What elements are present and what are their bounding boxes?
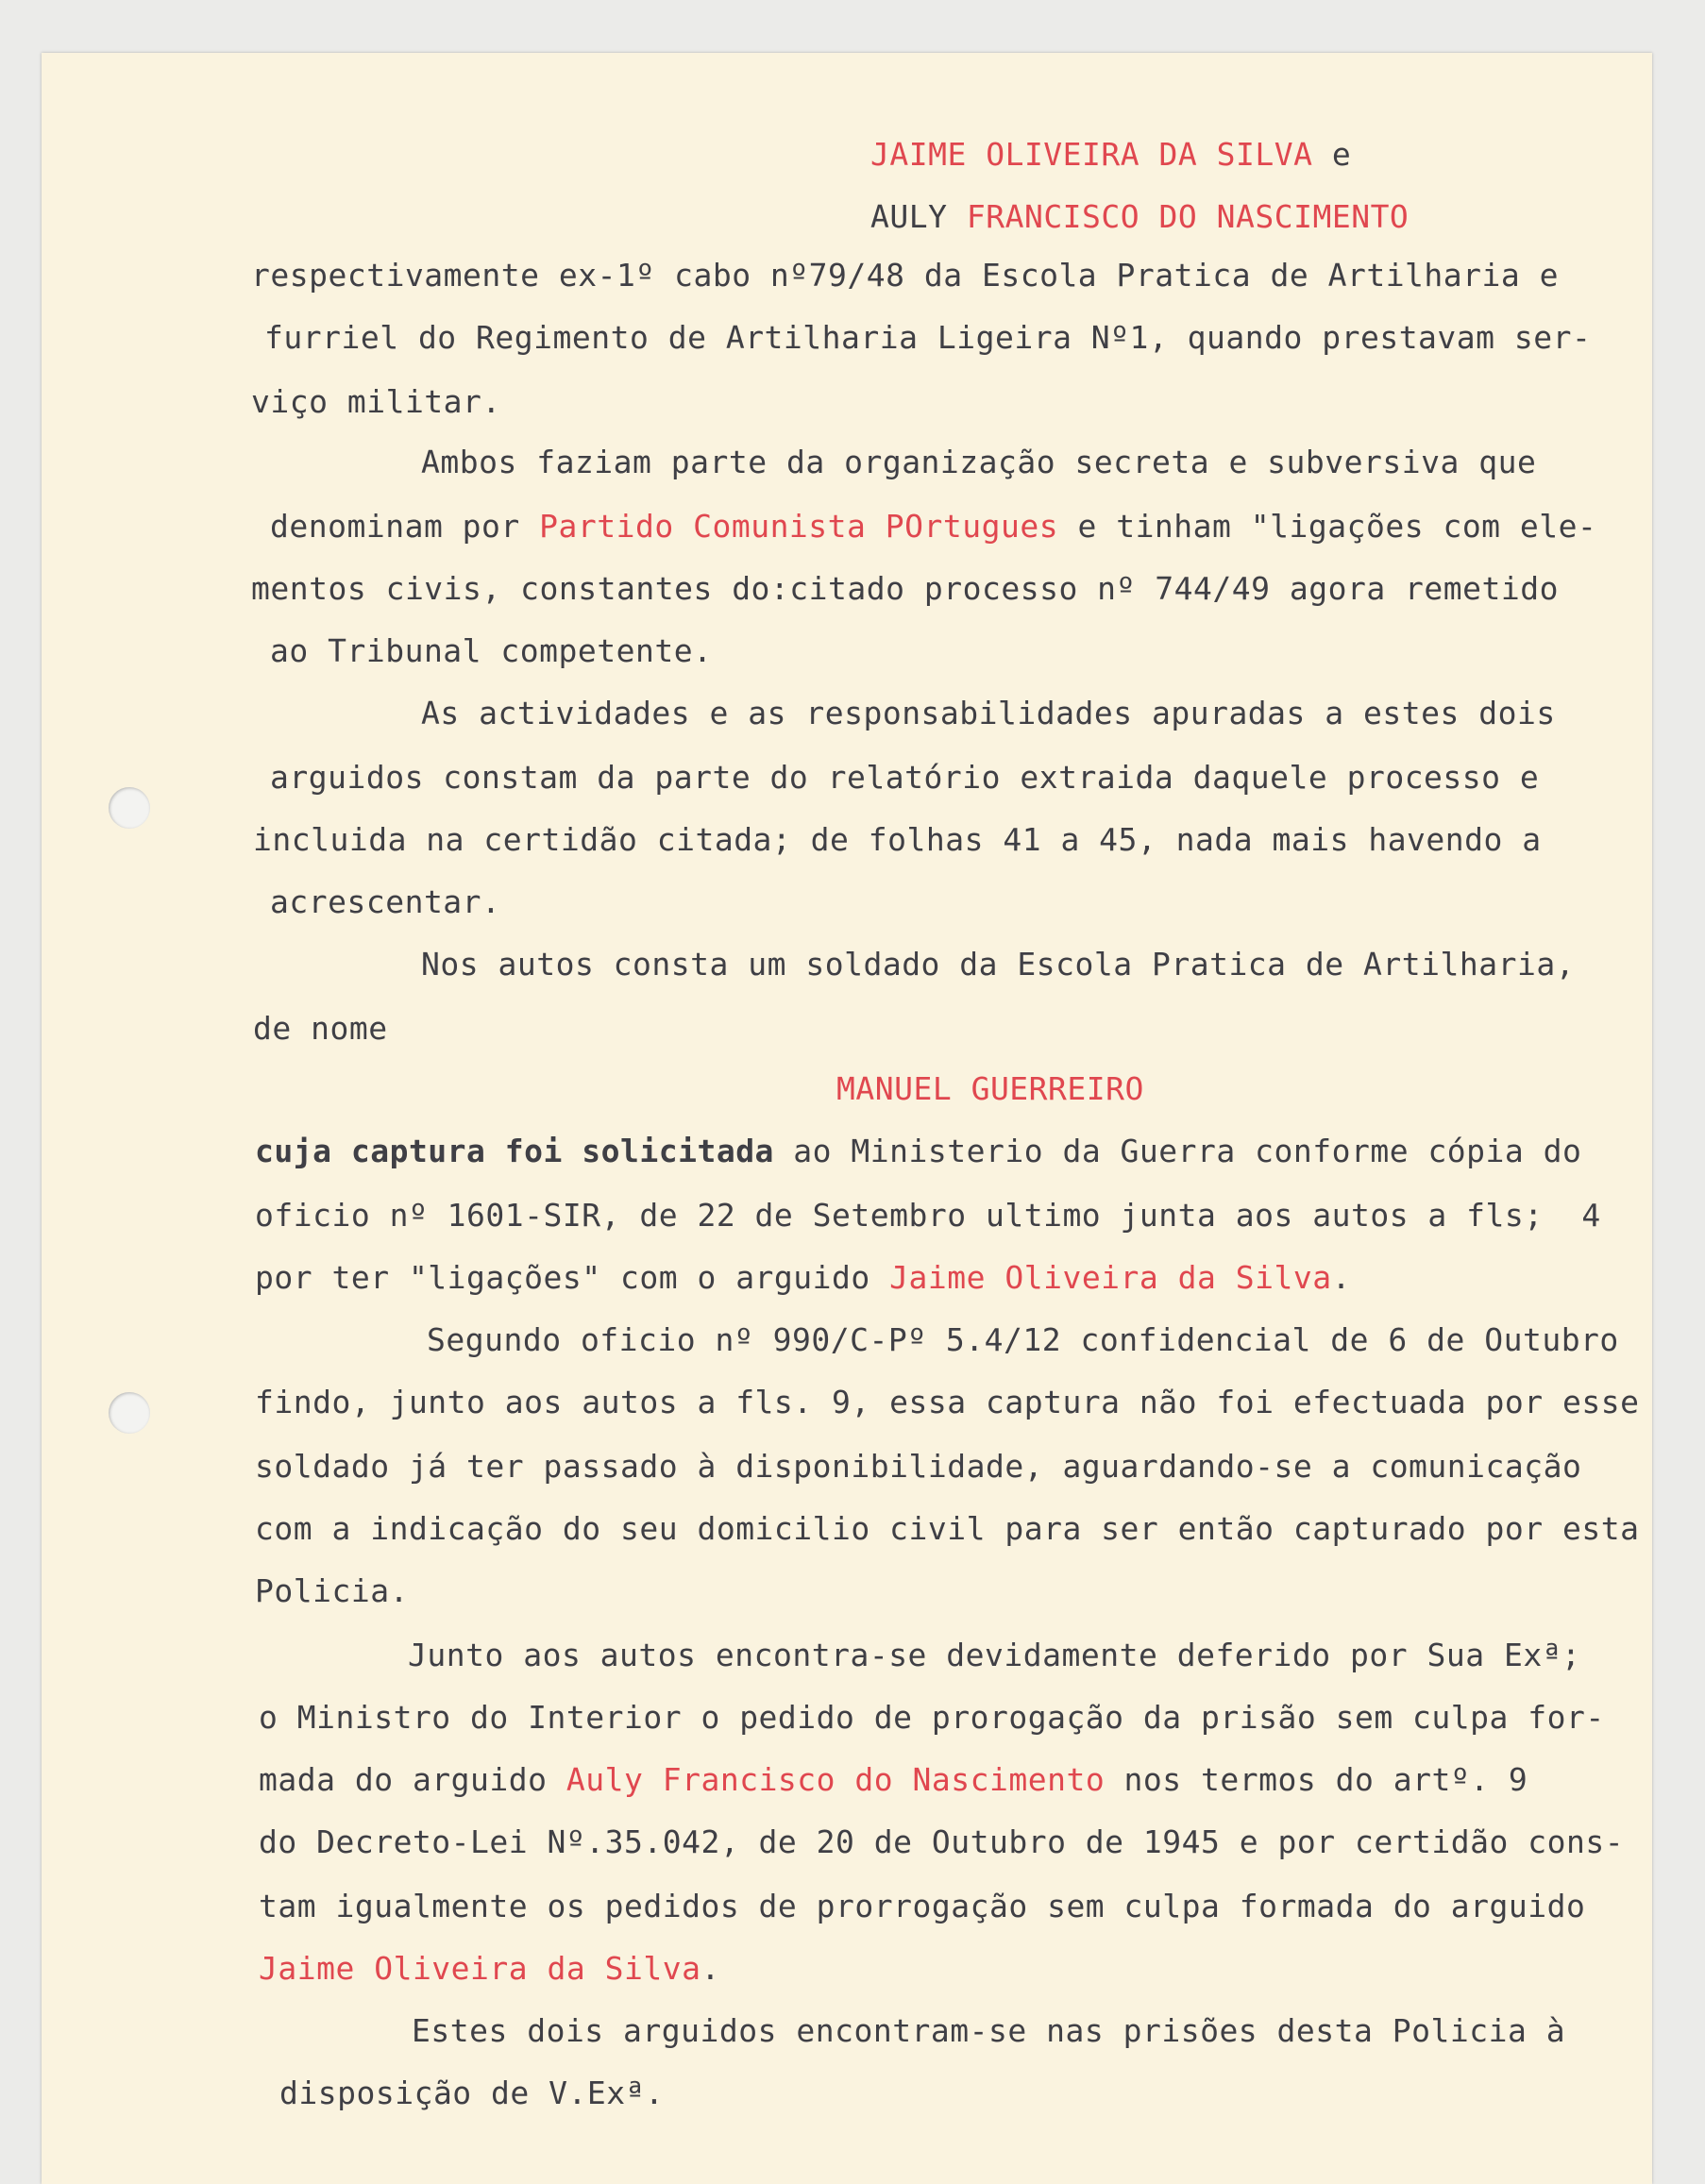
para6-line: tam igualmente os pedidos de prorrogação sem culpa formada do arguido — [259, 1888, 1586, 1924]
para6-line: do Decreto-Lei Nº.35.042, de 20 de Outubro de 1945 e por certidão cons- — [259, 1823, 1625, 1860]
para4-line: Nos autos consta um soldado da Escola Pratica de Artilharia, — [421, 946, 1576, 983]
header-name-2: AULY FRANCISCO DO NASCIMENTO — [870, 198, 1410, 235]
para4-line: de nome — [253, 1010, 388, 1047]
para3-line: arguidos constam da parte do relatório extraida daquele processo e — [270, 759, 1540, 796]
para2-line: denominam por Partido Comunista POrtugues e tinham "ligações com ele- — [270, 508, 1597, 545]
para1-line: furriel do Regimento de Artilharia Ligeira Nº1, quando prestavam ser- — [264, 319, 1592, 356]
para4-line: por ter "ligações" com o arguido Jaime Oliveira da Silva. — [255, 1259, 1351, 1296]
para6-line: Junto aos autos encontra-se devidamente deferido por Sua Exª; — [408, 1637, 1581, 1673]
para6-line: o Ministro do Interior o pedido de prorogação da prisão sem culpa for- — [259, 1699, 1605, 1736]
para2-line: ao Tribunal competente. — [270, 632, 713, 669]
para5-line: Policia. — [255, 1572, 409, 1609]
para2-line: mentos civis, constantes do:citado processo nº 744/49 agora remetido — [251, 570, 1560, 607]
punch-hole — [109, 1392, 150, 1434]
para7-line: Estes dois arguidos encontram-se nas prisões desta Policia à — [412, 2012, 1566, 2049]
para4-line: cuja captura foi solicitada ao Ministerio da Guerra conforme cópia do — [255, 1133, 1582, 1169]
para6-line: mada do arguido Auly Francisco do Nascimento nos termos do artº. 9 — [259, 1761, 1528, 1798]
para1-line: respectivamente ex-1º cabo nº79/48 da Escola Pratica de Artilharia e — [251, 257, 1560, 294]
para5-line: findo, junto aos autos a fls. 9, essa captura não foi efectuada por esse — [255, 1384, 1640, 1420]
para5-line: Segundo oficio nº 990/C-Pº 5.4/12 confidencial de 6 de Outubro — [427, 1321, 1619, 1358]
para3-line: incluida na certidão citada; de folhas 41 a 45, nada mais havendo a — [253, 821, 1542, 858]
para5-line: com a indicação do seu domicilio civil para ser então capturado por esta — [255, 1510, 1640, 1547]
para3-line: As actividades e as responsabilidades apuradas a estes dois — [421, 695, 1556, 731]
paper-sheet — [42, 53, 1652, 2184]
para7-line: disposição de V.Exª. — [279, 2075, 665, 2111]
para2-line: Ambos faziam parte da organização secreta e subversiva que — [421, 444, 1537, 480]
para3-line: acrescentar. — [270, 883, 501, 920]
para6-line: Jaime Oliveira da Silva. — [259, 1950, 720, 1987]
para5-line: soldado já ter passado à disponibilidade, aguardando-se a comunicação — [255, 1448, 1582, 1485]
header-name-1: JAIME OLIVEIRA DA SILVA e — [870, 136, 1352, 173]
soldier-name: MANUEL GUERREIRO — [836, 1070, 1144, 1107]
para1-line: viço militar. — [251, 383, 501, 420]
para4-line: oficio nº 1601-SIR, de 22 de Setembro ultimo junta aos autos a fls; 4 — [255, 1197, 1601, 1234]
punch-hole — [109, 787, 150, 829]
